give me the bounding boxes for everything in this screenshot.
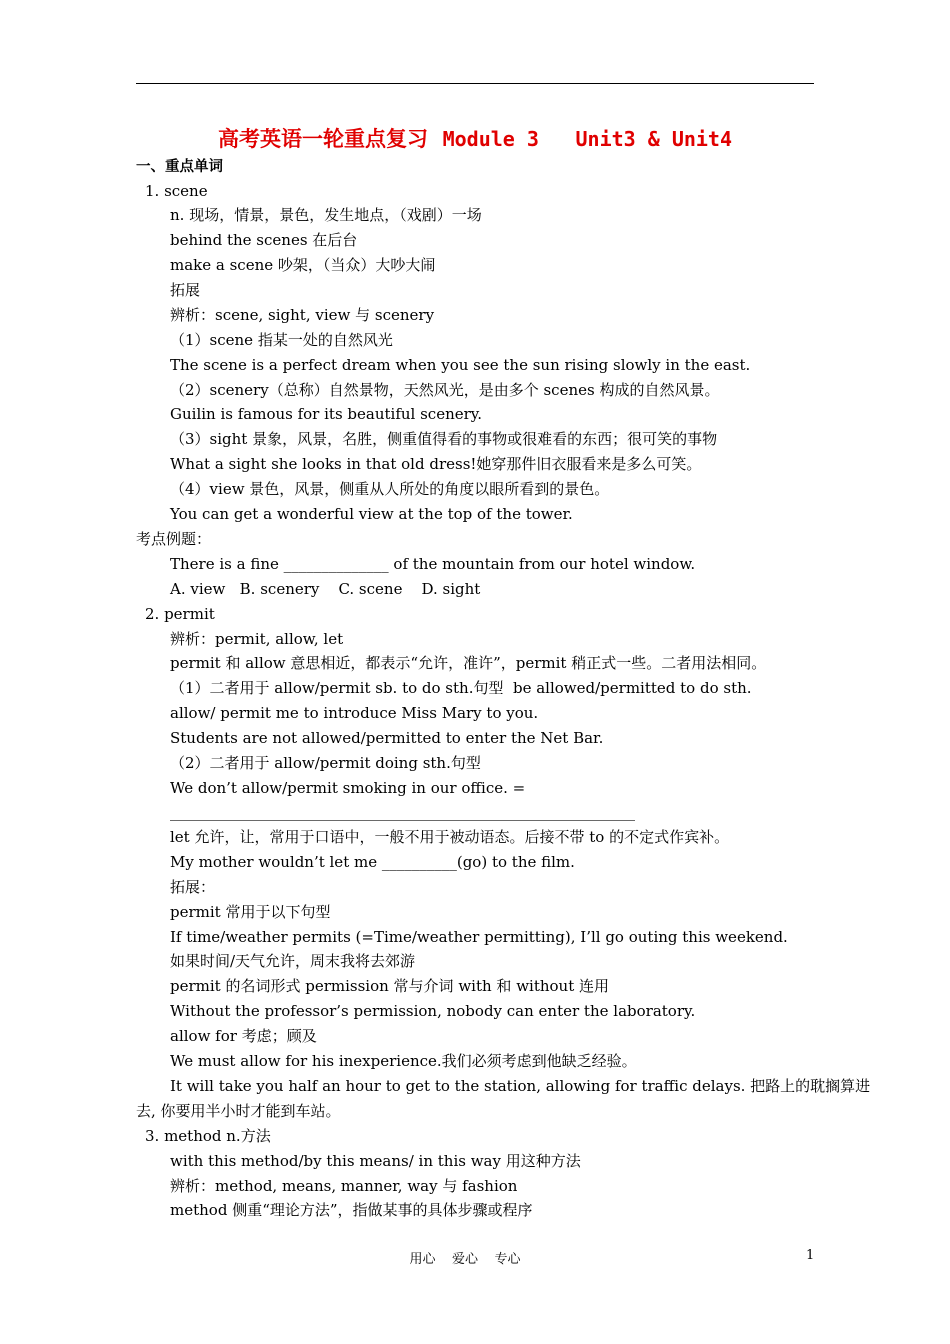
text-line: Students are not allowed/permitted to enter the Net Bar. <box>170 729 604 747</box>
text-line: A. view B. scenery C. scene D. sight <box>170 580 481 598</box>
text-line: We must allow for his inexperience.我们必须考虑到他缺乏经验。 <box>170 1052 637 1070</box>
text-line: Without the professor’s permission, nobody can enter the laboratory. <box>170 1002 696 1020</box>
text-line: （4）view 景色，风景，侧重从人所处的角度以眼所看到的景色。 <box>170 480 610 498</box>
text-line: My mother wouldn’t let me __________(go) to the film. <box>170 853 575 871</box>
text-line: permit 和 allow 意思相近，都表示“允许，准许”，permit 稍正式一些。二者用法相同。 <box>170 654 767 672</box>
text-line: permit 的名词形式 permission 常与介词 with 和 without 连用 <box>170 977 610 995</box>
text-line: permit 常用于以下句型 <box>170 903 331 921</box>
text-line: What a sight she looks in that old dress!她穿那件旧衣服看来是多么可笑。 <box>170 455 702 473</box>
text-line: 辨析：method, means, manner, way 与 fashion <box>170 1177 518 1195</box>
text-line: with this method/by this means/ in this way 用这种方法 <box>170 1152 581 1170</box>
title-cn: 高考英语一轮重点复习 <box>217 126 428 151</box>
text-line: allow for 考虑；顾及 <box>170 1027 317 1045</box>
title-module: Module 3 <box>442 127 539 151</box>
text-line: n. 现场，情景，景色，发生地点，（戏剧）一场 <box>170 206 482 224</box>
text-line: （2）scenery（总称）自然景物，天然风光，是由多个 scenes 构成的自然风景。 <box>170 381 720 399</box>
text-line: ______________________________________________________________ <box>170 803 635 821</box>
text-line: 一、重点单词 <box>136 159 223 175</box>
text-line: method 侧重“理论方法”，指做某事的具体步骤或程序 <box>170 1201 533 1219</box>
text-line: 2. permit <box>145 605 215 623</box>
text-line: 如果时间/天气允许，周末我将去郊游 <box>170 952 416 970</box>
text-line: You can get a wonderful view at the top of the tower. <box>170 505 573 523</box>
footer-motto: 用心 爱心 专心 <box>409 1252 521 1267</box>
text-line: If time/weather permits (=Time/weather permitting), I’ll go outing this weekend. <box>170 928 788 946</box>
header-rule <box>136 83 814 84</box>
text-line: We don’t allow/permit smoking in our office. = <box>170 779 526 797</box>
text-line: 辨析：scene, sight, view 与 scenery <box>170 306 435 324</box>
text-line: Guilin is famous for its beautiful scenery. <box>170 405 483 423</box>
text-line: It will take you half an hour to get to the station, allowing for traffic delays. 把路上的耽搁算进 <box>170 1077 871 1095</box>
text-line: （3）sight 景象，风景，名胜，侧重值得看的事物或很难看的东西；很可笑的事物 <box>170 430 718 448</box>
text-line: make a scene 吵架，（当众）大吵大闹 <box>170 256 436 274</box>
text-line: 考点例题： <box>136 530 212 548</box>
text-line: 去, 你要用半小时才能到车站。 <box>136 1102 341 1120</box>
text-line: let 允许，让，常用于口语中，一般不用于被动语态。后接不带 to 的不定式作宾补。 <box>170 828 730 846</box>
document-title <box>136 123 814 153</box>
text-line: 1. scene <box>145 182 208 200</box>
text-line: behind the scenes 在后台 <box>170 231 358 249</box>
text-line: 拓展 <box>170 281 201 299</box>
text-line: 3. method n.方法 <box>145 1127 271 1145</box>
text-line: The scene is a perfect dream when you see the sun rising slowly in the east. <box>170 356 751 374</box>
text-line: （1）二者用于 allow/permit sb. to do sth.句型 be allowed/permitted to do sth. <box>170 679 752 697</box>
text-line: There is a fine ______________ of the mountain from our hotel window. <box>170 555 696 573</box>
title-units: Unit3 & Unit4 <box>575 127 733 151</box>
text-line: （1）scene 指某一处的自然风光 <box>170 331 393 349</box>
text-line: （2）二者用于 allow/permit doing sth.句型 <box>170 754 481 772</box>
text-line: 拓展： <box>170 878 216 896</box>
page-number: 1 <box>806 1248 815 1263</box>
text-line: 辨析：permit, allow, let <box>170 630 344 648</box>
text-line: allow/ permit me to introduce Miss Mary to you. <box>170 704 539 722</box>
